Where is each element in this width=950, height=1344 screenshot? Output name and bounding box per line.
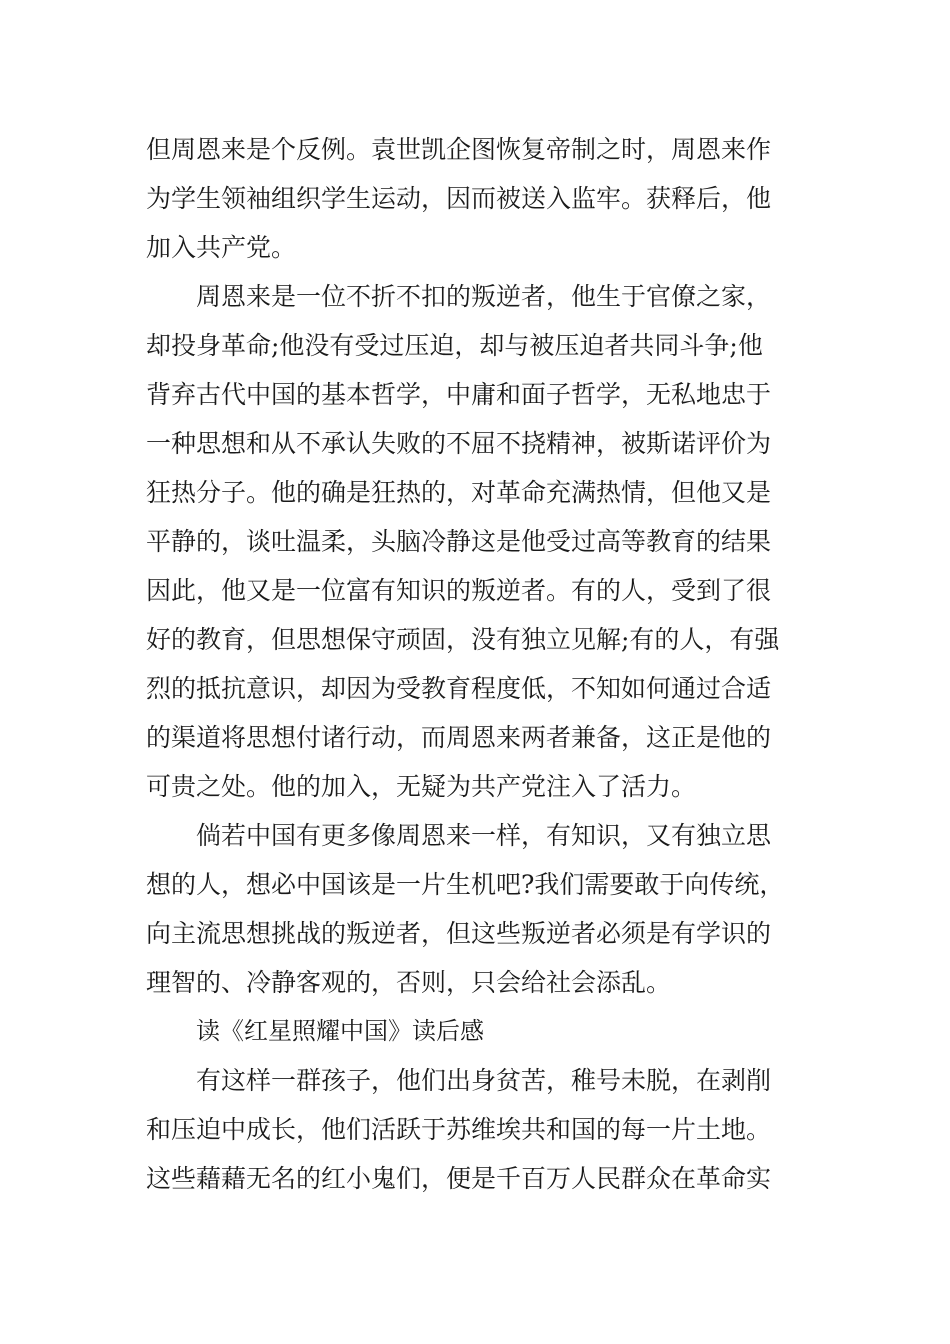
text-line-6: 背弃古代中国的基本哲学，中庸和面子哲学，无私地忠于 (146, 380, 772, 409)
text-line-9: 平静的，谈吐温柔，头脑冷静这是他受过高等教育的结果 (146, 527, 772, 556)
text-line-20: 有这样一群孩子，他们出身贫苦，稚号未脱，在剥削 (196, 1066, 772, 1095)
section-title: 读《红星照耀中国》读后感 (196, 1017, 484, 1045)
text-line-15: 倘若中国有更多像周恩来一样，有知识，又有独立思 (196, 821, 772, 850)
text-line-3: 加入共产党。 (146, 233, 297, 262)
text-line-8: 狂热分子。他的确是狂热的，对革命充满热情，但他又是 (146, 478, 772, 507)
text-line-1: 但周恩来是个反例。袁世凯企图恢复帝制之时，周恩来作 (146, 135, 772, 164)
text-line-4: 周恩来是一位不折不扣的叛逆者，他生于官僚之家， (196, 282, 772, 311)
text-line-7: 一种思想和从不承认失败的不屈不挠精神，被斯诺评价为 (146, 429, 772, 458)
text-line-2: 为学生领袖组织学生运动，因而被送入监牢。获释后，他 (146, 184, 772, 213)
text-line-18: 理智的、冷静客观的，否则，只会给社会添乱。 (146, 968, 672, 997)
text-line-11: 好的教育，但思想保守顽固，没有独立见解;有的人，有强 (146, 625, 780, 654)
text-line-17: 向主流思想挑战的叛逆者，但这些叛逆者必须是有学识的 (146, 919, 772, 948)
document-body (146, 125, 810, 1203)
text-line-22: 这些藉藉无名的红小鬼们，便是千百万人民群众在革命实 (146, 1164, 772, 1193)
text-line-5: 却投身革命;他没有受过压迫，却与被压迫者共同斗争;他 (146, 331, 763, 360)
text-line-16: 想的人，想必中国该是一片生机吧?我们需要敢于向传统， (146, 870, 785, 899)
text-line-10: 因此，他又是一位富有知识的叛逆者。有的人，受到了很 (146, 576, 772, 605)
text-line-12: 烈的抵抗意识，却因为受教育程度低，不知如何通过合适 (146, 674, 772, 703)
text-line-14: 可贵之处。他的加入，无疑为共产党注入了活力。 (146, 772, 697, 801)
text-line-21: 和压迫中成长，他们活跃于苏维埃共和国的每一片土地。 (146, 1115, 772, 1144)
text-line-13: 的渠道将思想付诸行动，而周恩来两者兼备，这正是他的 (146, 723, 772, 752)
